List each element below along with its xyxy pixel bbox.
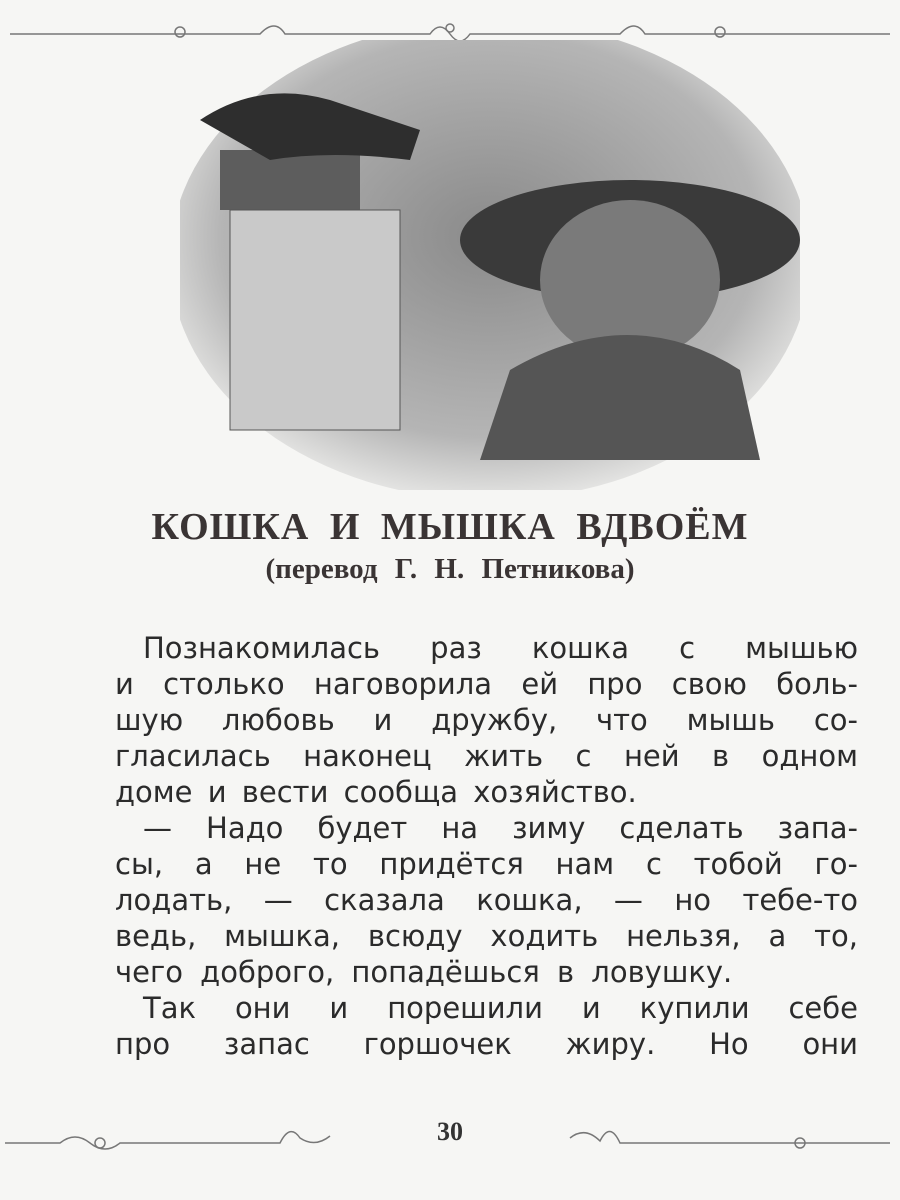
body-line: доме и вести сообща хозяйство. [115,775,637,809]
body-line: сы, а не то придётся нам с тобой го- [115,847,858,881]
illustration-crow-and-cat [180,40,800,490]
body-line: гласилась наконец жить с ней в одном [115,739,858,773]
body-line: и столько наговорила ей про свою боль- [115,667,858,701]
body-line: чего доброго, попадёшься в ловушку. [115,955,733,989]
story-title: КОШКА И МЫШКА ВДВОЁМ [151,506,749,548]
story-subtitle: (перевод Г. Н. Петникова) [265,553,635,585]
body-line: Познакомилась раз кошка с мышью [143,631,858,665]
body-line: про запас горшочек жиру. Но они [115,1027,858,1061]
page-number: 30 [437,1117,463,1146]
body-line: Так они и порешили и купили себе [143,991,858,1025]
body-line: лодать, — сказала кошка, — но тебе-то [115,883,858,917]
body-line: — Надо будет на зиму сделать запа- [143,811,858,845]
body-line: шую любовь и дружбу, что мышь со- [115,703,858,737]
body-line: ведь, мышка, всюду ходить нельзя, а то, [115,919,858,953]
